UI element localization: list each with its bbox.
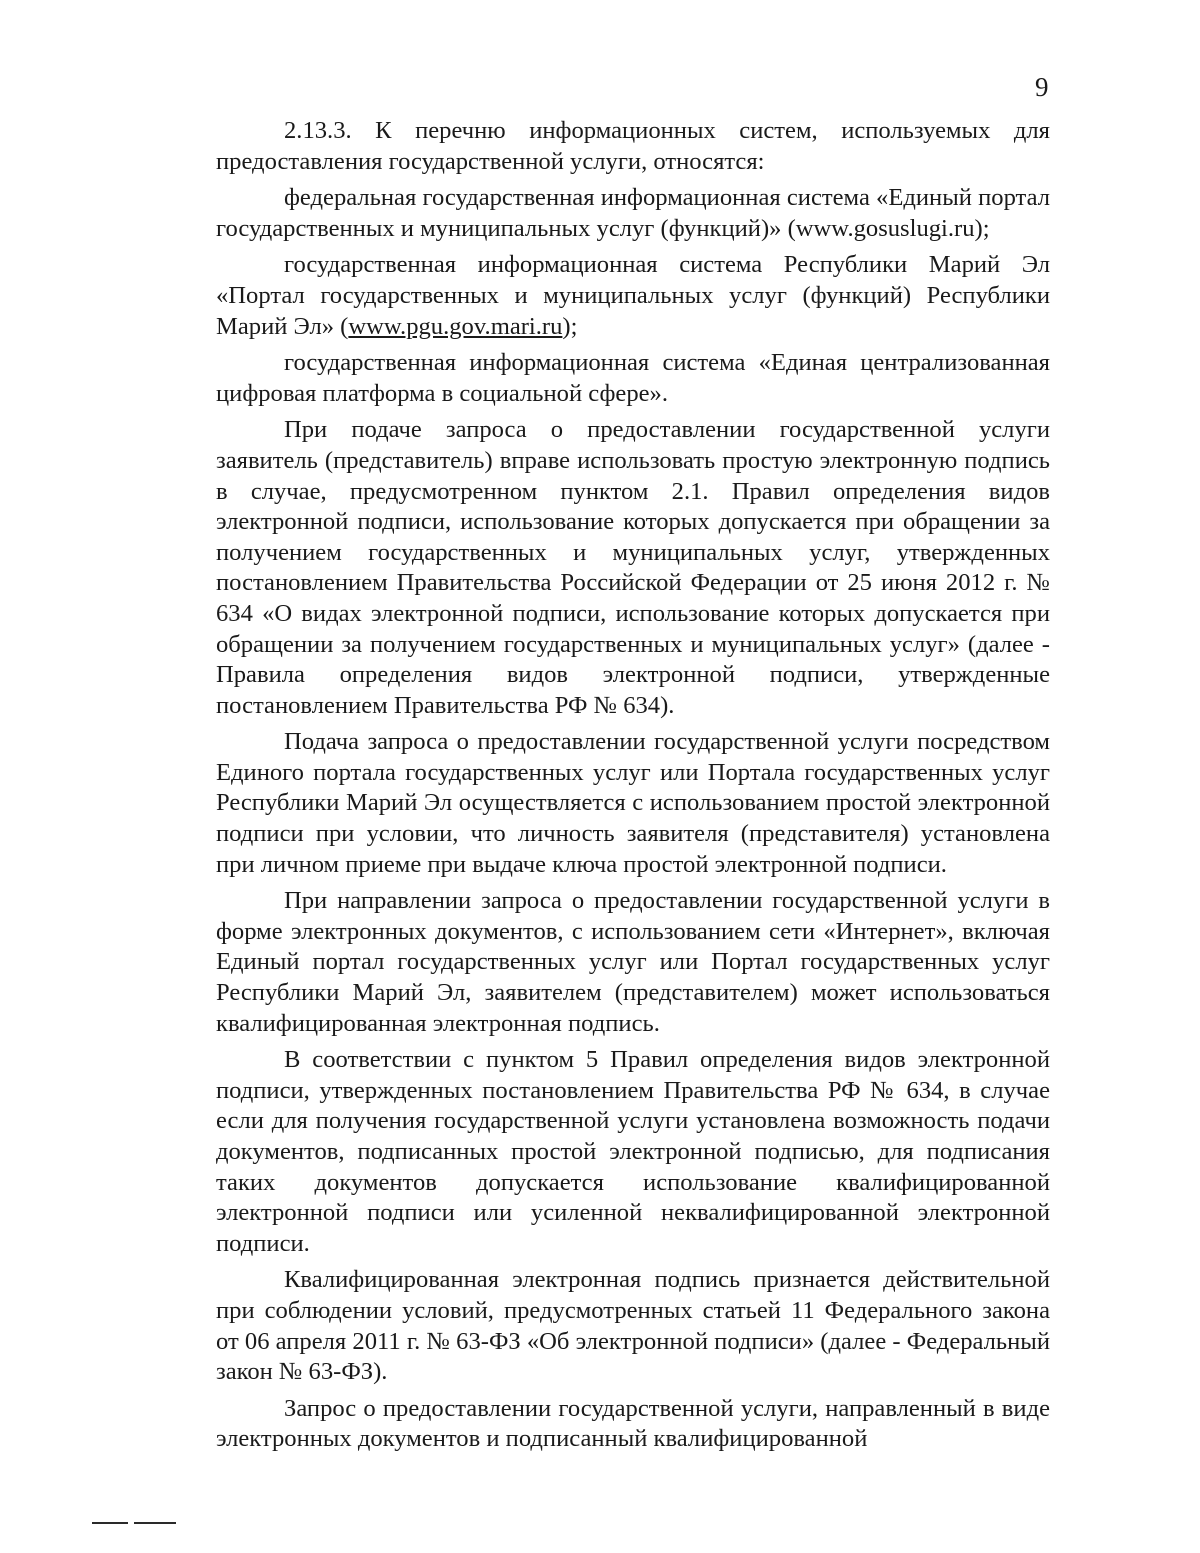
- paragraph-pgu-mari-tail: );: [562, 312, 578, 340]
- paragraph-pgu-mari: [216, 250, 1050, 342]
- paragraph-epgu: федеральная государственная информационная система «Единый портал государственных и муниципальных услуг (функций)» (www.gosuslugi.ru);: [216, 184, 1050, 242]
- paragraph-simple-signature: При подаче запроса о предоставлении государственной услуги заявитель (представитель) вправе использовать простую электронную подпись в случае, предусмотренном пунктом 2.1. Правил определения видов электронной подписи, использование которых допускается при обращении за получением государственных и муниципальных услуг, утвержденных постановлением Правительства Российской Федерации от 25 июня 2012 г. № 634 «О видах электронной подписи, использование которых допускается при обращении за получением государственных и муниципальных услуг» (далее - Правила определения видов электронной подписи, утвержденные постановлением Правительства РФ № 634).: [216, 416, 1050, 719]
- page-number: 9: [1035, 72, 1049, 102]
- pgu-mari-link[interactable]: www.pgu.gov.mari.ru: [348, 312, 563, 340]
- paragraph-electronic-documents: При направлении запроса о предоставлении государственной услуги в форме электронных документов, с использованием сети «Интернет», включая Единый портал государственных услуг или Портал государственных услуг Республики Марий Эл, заявителем (представителем) может использоваться квалифицированная электронная подпись.: [216, 887, 1050, 1037]
- footer-rule-gap: [128, 1522, 134, 1524]
- document-body: [216, 116, 1050, 1455]
- paragraph-request-submission: Подача запроса о предоставлении государственной услуги посредством Единого портала государственных услуг или Портала государственных услуг Республики Марий Эл осуществляется с использованием простой электронной подписи при условии, что личность заявителя (представителя) установлена при личном приеме при выдаче ключа простой электронной подписи.: [216, 728, 1050, 878]
- paragraph-qualified-signature: Квалифицированная электронная подпись признается действительной при соблюдении условий, предусмотренных статьей 11 Федерального закона от 06 апреля 2011 г. № 63-ФЗ «Об электронной подписи» (далее - Федеральный закон № 63-ФЗ).: [216, 1266, 1050, 1386]
- paragraph-rules-point-5: В соответствии с пунктом 5 Правил определения видов электронной подписи, утвержденных постановлением Правительства РФ № 634, в случае если для получения государственной услуги установлена возможность подачи документов, подписанных простой электронной подписью, для подписания таких документов допускается использование квалифицированной электронной подписи или усиленной неквалифицированной электронной подписи.: [216, 1046, 1050, 1257]
- paragraph-social-platform: государственная информационная система «Единая централизованная цифровая платформа в социальной сфере».: [216, 349, 1050, 407]
- footer-rule: [92, 1522, 176, 1524]
- paragraph-pgu-mari-text: государственная информационная система Республики Марий Эл «Портал государственных и муниципальных услуг (функций) Республики Марий Эл» (: [216, 251, 1050, 340]
- paragraph-2-13-3: 2.13.3. К перечню информационных систем, используемых для предоставления государственной услуги, относятся:: [216, 117, 1050, 175]
- paragraph-request-signed: Запрос о предоставлении государственной услуги, направленный в виде электронных документов и подписанный квалифицированной: [216, 1394, 1050, 1453]
